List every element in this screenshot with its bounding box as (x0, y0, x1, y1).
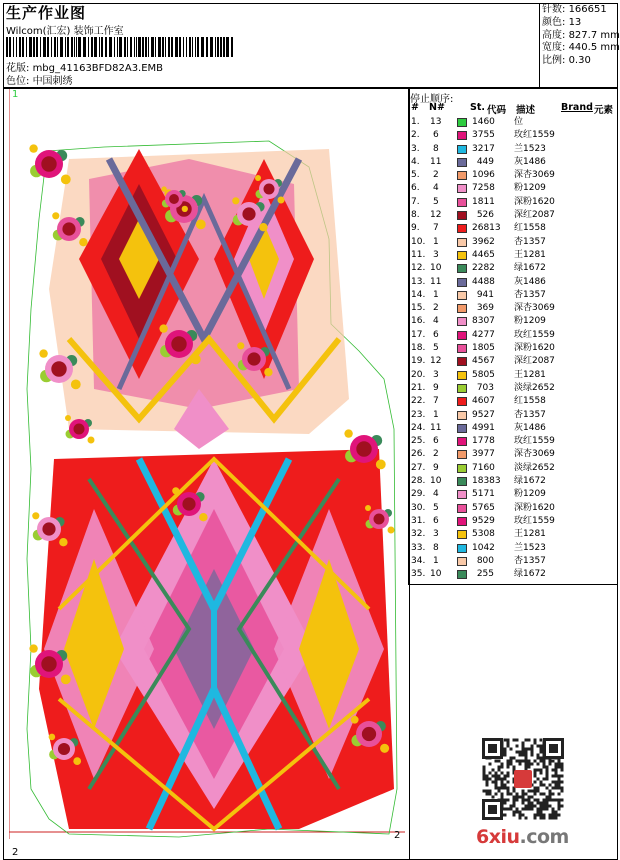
row-stitches: 5765 (472, 502, 495, 513)
row-needle: 12 (430, 356, 442, 367)
colorway-label: 色位: (6, 76, 30, 87)
color-swatch (457, 184, 467, 193)
color-swatch (457, 304, 467, 313)
row-needle: 13 (430, 117, 442, 127)
sequence-row (410, 249, 618, 262)
row-desc: 深红2087 (514, 210, 555, 221)
sequence-row (410, 475, 618, 488)
corner-marker-2: 2 (12, 847, 19, 858)
sequence-row (410, 422, 618, 435)
file-name: mbg_41163BFD82A3.EMB (32, 63, 164, 74)
color-swatch (457, 118, 467, 127)
color-swatch (457, 317, 467, 326)
row-index: 14. (411, 289, 426, 300)
row-desc: 淡绿2652 (514, 382, 555, 393)
sequence-row (410, 329, 618, 342)
color-swatch (457, 557, 467, 566)
color-swatch (457, 570, 467, 579)
sequence-row (410, 542, 618, 555)
row-needle: 5 (433, 502, 439, 513)
qr-code (482, 738, 564, 820)
col-brand: Brand (561, 102, 593, 113)
sequence-row (410, 515, 618, 528)
row-stitches: 4567 (472, 356, 495, 367)
row-stitches: 941 (476, 289, 494, 300)
col-needle: N# (429, 102, 445, 113)
row-stitches: 3755 (472, 130, 495, 141)
row-index: 8. (411, 210, 420, 221)
row-stitches: 4607 (472, 396, 495, 407)
row-stitches: 4488 (472, 276, 495, 287)
row-index: 1. (411, 117, 420, 127)
row-desc: 绿1672 (514, 263, 546, 274)
color-swatch (457, 504, 467, 513)
row-stitches: 1042 (472, 542, 495, 553)
color-swatch (457, 145, 467, 154)
row-stitches: 255 (476, 569, 494, 580)
row-desc: 玫红1559 (514, 436, 555, 447)
row-index: 23. (411, 409, 426, 420)
sequence-row (410, 435, 618, 448)
row-index: 4. (411, 156, 420, 167)
row-desc: 红1558 (514, 223, 546, 234)
row-desc: 玫红1559 (514, 130, 555, 141)
color-swatch (457, 238, 467, 247)
sequence-row (410, 143, 618, 156)
color-swatch (457, 198, 467, 207)
row-desc: 王1281 (514, 369, 546, 380)
row-index: 6. (411, 183, 420, 194)
color-swatch (457, 411, 467, 420)
row-needle: 5 (433, 196, 439, 207)
row-desc: 杏1357 (514, 409, 546, 420)
row-index: 20. (411, 369, 426, 380)
sequence-row (410, 302, 618, 315)
row-index: 34. (411, 555, 426, 566)
row-stitches: 3977 (472, 449, 495, 460)
row-needle: 3 (433, 529, 439, 540)
sequence-table (410, 116, 618, 581)
row-desc: 深杏3069 (514, 170, 555, 181)
color-swatch (457, 344, 467, 353)
color-swatch (457, 224, 467, 233)
col-element: 元素 (594, 105, 614, 116)
row-stitches: 9529 (472, 515, 495, 526)
row-stitches: 1460 (472, 117, 495, 127)
col-stitches: St. (470, 102, 485, 113)
color-swatch (457, 357, 467, 366)
row-stitches: 449 (476, 156, 494, 167)
row-needle: 8 (433, 143, 439, 154)
row-needle: 9 (433, 462, 439, 473)
row-index: 31. (411, 515, 426, 526)
row-needle: 1 (433, 289, 439, 300)
color-swatch (457, 278, 467, 287)
row-index: 3. (411, 143, 420, 154)
row-index: 26. (411, 449, 426, 460)
row-needle: 8 (433, 542, 439, 553)
row-index: 9. (411, 223, 420, 234)
row-needle: 4 (433, 316, 439, 327)
row-index: 16. (411, 316, 426, 327)
color-swatch (457, 131, 467, 140)
sequence-heading: 停止顺序: (410, 94, 454, 105)
row-index: 2. (411, 130, 420, 141)
sequence-row (410, 156, 618, 169)
upper-pattern (49, 149, 349, 449)
color-swatch (457, 517, 467, 526)
color-swatch (457, 158, 467, 167)
color-swatch (457, 291, 467, 300)
row-stitches: 26813 (472, 223, 501, 234)
row-index: 13. (411, 276, 426, 287)
row-needle: 1 (433, 236, 439, 247)
color-swatch (457, 384, 467, 393)
row-needle: 10 (430, 476, 442, 487)
row-stitches: 4465 (472, 249, 495, 260)
color-swatch (457, 397, 467, 406)
row-stitches: 18383 (472, 476, 501, 487)
row-needle: 3 (433, 369, 439, 380)
sequence-row (410, 462, 618, 475)
col-desc: 描述 (516, 105, 536, 116)
file-label: 花版: (6, 63, 30, 74)
sequence-row (410, 169, 618, 182)
row-needle: 6 (433, 329, 439, 340)
row-needle: 4 (433, 183, 439, 194)
col-index: # (411, 102, 419, 113)
barcode (6, 37, 236, 57)
corner-marker-1: 1 (12, 89, 19, 100)
sequence-row (410, 488, 618, 501)
row-index: 17. (411, 329, 426, 340)
row-desc: 位 (514, 117, 524, 127)
row-needle: 3 (433, 249, 439, 260)
color-swatch (457, 490, 467, 499)
sequence-row (410, 129, 618, 142)
flower-motif (29, 144, 70, 184)
color-swatch (457, 331, 467, 340)
sequence-row (410, 209, 618, 222)
stat-width: 宽度: 440.5 mm (542, 42, 620, 54)
sequence-row (410, 116, 618, 129)
color-swatch (457, 171, 467, 180)
row-desc: 粉1209 (514, 489, 546, 500)
row-stitches: 2282 (472, 263, 495, 274)
row-needle: 6 (433, 130, 439, 141)
row-needle: 10 (430, 263, 442, 274)
row-needle: 10 (430, 569, 442, 580)
sequence-row (410, 262, 618, 275)
stat-height: 高度: 827.7 mm (542, 29, 620, 41)
row-stitches: 1096 (472, 170, 495, 181)
row-desc: 杏1357 (514, 236, 546, 247)
row-desc: 玫红1559 (514, 515, 555, 526)
sequence-row (410, 382, 618, 395)
col-code: 代码 (487, 105, 507, 116)
row-stitches: 800 (476, 555, 494, 566)
row-stitches: 1805 (472, 343, 495, 354)
row-desc: 杏1357 (514, 289, 546, 300)
color-swatch (457, 371, 467, 380)
stat-stitches: 针数: 166651 (542, 4, 607, 15)
sequence-row (410, 182, 618, 195)
color-swatch (457, 530, 467, 539)
row-desc: 深杏3069 (514, 449, 555, 460)
row-needle: 5 (433, 343, 439, 354)
row-index: 21. (411, 382, 426, 393)
row-index: 27. (411, 462, 426, 473)
row-needle: 2 (433, 170, 439, 181)
row-desc: 深红2087 (514, 356, 555, 367)
color-swatch (457, 450, 467, 459)
color-swatch (457, 424, 467, 433)
row-stitches: 4277 (472, 329, 495, 340)
color-swatch (457, 211, 467, 220)
sequence-row (410, 555, 618, 568)
stat-scale: 比例: 0.30 (542, 55, 591, 67)
row-index: 18. (411, 343, 426, 354)
sequence-row (410, 342, 618, 355)
sequence-row (410, 409, 618, 422)
sequence-row (410, 222, 618, 235)
row-stitches: 526 (476, 210, 494, 221)
row-needle: 11 (430, 276, 442, 287)
lower-pattern (39, 449, 394, 829)
row-stitches: 8307 (472, 316, 495, 327)
color-swatch (457, 437, 467, 446)
row-needle: 1 (433, 409, 439, 420)
sequence-row (410, 236, 618, 249)
color-swatch (457, 251, 467, 260)
row-desc: 灰1486 (514, 422, 546, 433)
row-index: 32. (411, 529, 426, 540)
row-stitches: 703 (476, 382, 494, 393)
row-stitches: 7160 (472, 462, 495, 473)
stats-panel (542, 4, 620, 68)
color-swatch (457, 477, 467, 486)
row-stitches: 5171 (472, 489, 495, 500)
watermark-logo: 6xiu.com (476, 826, 569, 848)
row-needle: 6 (433, 515, 439, 526)
sequence-row (410, 196, 618, 209)
row-desc: 王1281 (514, 249, 546, 260)
row-stitches: 3962 (472, 236, 495, 247)
row-desc: 灰1486 (514, 276, 546, 287)
row-index: 11. (411, 249, 426, 260)
row-index: 12. (411, 263, 426, 274)
sequence-row (410, 568, 618, 581)
row-desc: 兰1523 (514, 143, 546, 154)
sequence-row (410, 528, 618, 541)
row-index: 25. (411, 436, 426, 447)
row-stitches: 5805 (472, 369, 495, 380)
row-needle: 11 (430, 156, 442, 167)
row-needle: 11 (430, 422, 442, 433)
sequence-row (410, 289, 618, 302)
row-stitches: 4991 (472, 422, 495, 433)
corner-marker-2b: 2 (394, 830, 401, 841)
sequence-row (410, 276, 618, 289)
row-needle: 1 (433, 555, 439, 566)
row-desc: 粉1209 (514, 183, 546, 194)
qr-center-logo (514, 770, 532, 788)
row-index: 7. (411, 196, 420, 207)
row-needle: 12 (430, 210, 442, 221)
row-desc: 深粉1620 (514, 343, 555, 354)
sequence-row (410, 448, 618, 461)
row-needle: 7 (433, 396, 439, 407)
row-stitches: 369 (476, 303, 494, 314)
row-index: 5. (411, 170, 420, 181)
row-stitches: 1778 (472, 436, 495, 447)
row-needle: 2 (433, 449, 439, 460)
color-swatch (457, 264, 467, 273)
row-needle: 7 (433, 223, 439, 234)
row-desc: 绿1672 (514, 476, 546, 487)
file-info (6, 62, 163, 88)
row-index: 28. (411, 476, 426, 487)
page-title: 生产作业图 (6, 4, 87, 22)
row-needle: 4 (433, 489, 439, 500)
row-index: 35. (411, 569, 426, 580)
row-desc: 兰1523 (514, 542, 546, 553)
row-index: 29. (411, 489, 426, 500)
sequence-row (410, 502, 618, 515)
row-desc: 红1558 (514, 396, 546, 407)
row-desc: 深杏3069 (514, 303, 555, 314)
row-stitches: 7258 (472, 183, 495, 194)
row-stitches: 5308 (472, 529, 495, 540)
row-desc: 淡绿2652 (514, 462, 555, 473)
row-desc: 深粉1620 (514, 196, 555, 207)
row-desc: 杏1357 (514, 555, 546, 566)
row-desc: 粉1209 (514, 316, 546, 327)
sequence-row (410, 395, 618, 408)
sequence-row (410, 369, 618, 382)
row-stitches: 9527 (472, 409, 495, 420)
row-desc: 玫红1559 (514, 329, 555, 340)
row-needle: 2 (433, 303, 439, 314)
row-desc: 灰1486 (514, 156, 546, 167)
row-index: 10. (411, 236, 426, 247)
row-desc: 绿1672 (514, 569, 546, 580)
row-stitches: 3217 (472, 143, 495, 154)
row-index: 19. (411, 356, 426, 367)
stat-colors: 颜色: 13 (542, 16, 582, 28)
row-index: 33. (411, 542, 426, 553)
row-stitches: 1811 (472, 196, 495, 207)
sequence-table-header (410, 102, 618, 114)
color-swatch (457, 464, 467, 473)
row-index: 24. (411, 422, 426, 433)
row-desc: 王1281 (514, 529, 546, 540)
colorway-value: 中国刺绣 (32, 76, 73, 87)
embroidery-design-preview (9, 89, 405, 839)
color-swatch (457, 544, 467, 553)
row-index: 22. (411, 396, 426, 407)
company-name: Wilcom(汇宏) 装饰工作室 (6, 26, 124, 37)
row-needle: 6 (433, 436, 439, 447)
row-desc: 深粉1620 (514, 502, 555, 513)
sequence-row (410, 355, 618, 368)
row-needle: 9 (433, 382, 439, 393)
row-index: 30. (411, 502, 426, 513)
sequence-row (410, 315, 618, 328)
row-index: 15. (411, 303, 426, 314)
